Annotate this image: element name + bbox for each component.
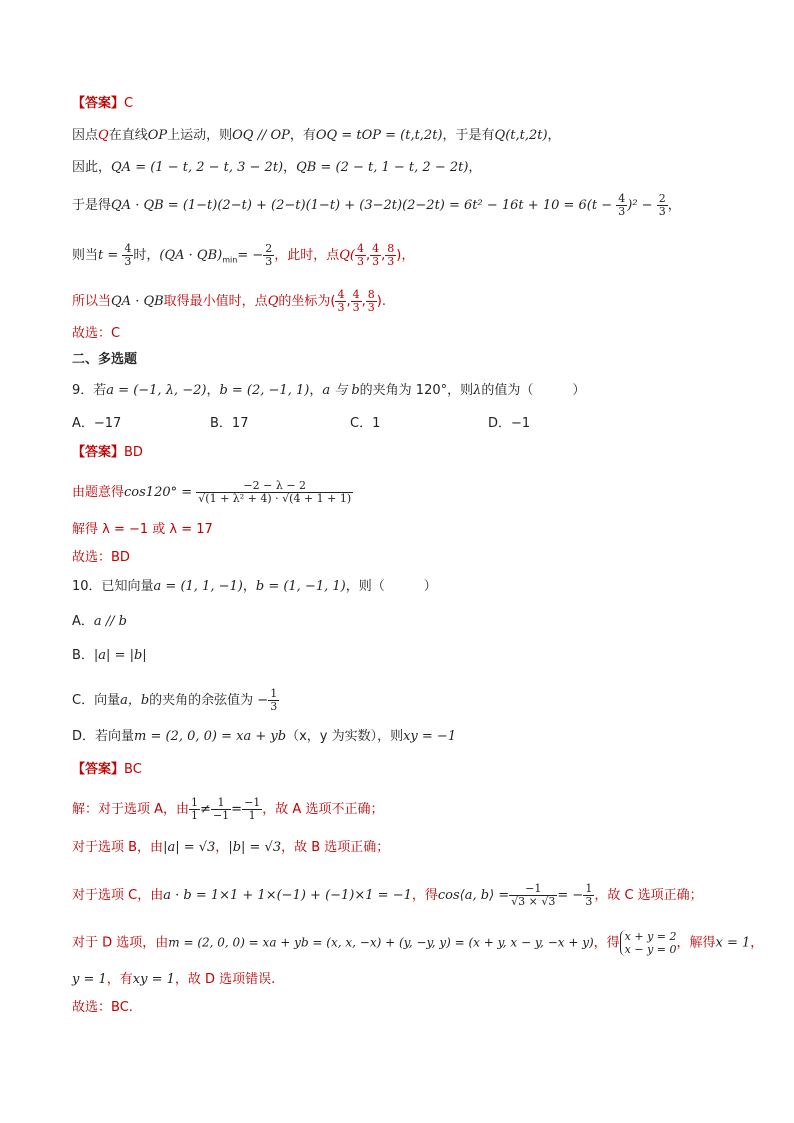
option-text: a // b [93, 614, 128, 629]
option-c[interactable]: C．1 [350, 416, 381, 431]
text: ，得 [411, 888, 438, 903]
text: 因点 [72, 128, 99, 143]
text: ，得 [593, 935, 620, 951]
q10-answer-line [72, 760, 142, 780]
question-number: 9．若 [72, 383, 107, 398]
text: ，有 [106, 972, 133, 987]
fraction: $\frac{-1}{√3 \times √3}$ [511, 882, 556, 908]
subscript: min [222, 255, 238, 265]
q8-solution-line-1 [72, 126, 561, 146]
text: ，则（ ） [345, 579, 437, 594]
expr: = − [237, 248, 264, 263]
text: 的坐标为 [278, 294, 331, 309]
q10-stem: 10．已知向量a = (1, 1, −1)，b = (1, −1, 1)，则（ ） [72, 579, 437, 594]
text: （x，y 为实数），则 [286, 729, 404, 744]
qa-expr: QA = (1 − t, 2 − t, 3 − 2t) [111, 160, 284, 175]
point-q: Q [98, 128, 109, 143]
text: ，有 [289, 128, 316, 143]
norm-a: |a| = √3 [163, 840, 216, 855]
q8-solution-line-2 [72, 158, 481, 178]
q10-solution-2: 对于选项 B，由|a| = √3，|b| = √3，故 B 选项正确； [72, 840, 390, 855]
q9-choose: 故选：BD [72, 550, 130, 565]
t-eq: t = [98, 248, 119, 263]
answer-value: BC [124, 762, 142, 777]
text: . [381, 294, 386, 309]
fraction: $\frac{4}{3}$ [352, 288, 360, 314]
dot-expr: (QA · QB) [159, 248, 223, 263]
q10-solution-1: 解：对于选项 A，由 $\frac{1}{1}$ ≠ $\frac{1}{-1}$ = $\frac{-1}{1}$ ，故 A 选项不正确； [72, 796, 384, 822]
dot-product-expr: QA · QB = (1−t)(2−t) + (2−t)(1−t) + (3−2t)(2−2t) = 6t² − 16t + 10 = 6(t − [111, 198, 613, 213]
q9-options [72, 414, 732, 434]
parallel-expr: OQ // OP [232, 128, 290, 143]
q10-solution-3: 对于选项 C，由a · b = 1×1 + 1×(−1) + (−1)×1 = −1，得cos⟨a, b⟩ = $\frac{-1}{√3 \times √3}$ = − $\frac{1}{3}$ ，故 C 选项正确； [72, 882, 703, 908]
q8-choose: 故选：C [72, 326, 121, 341]
q9-answer-line [72, 443, 143, 463]
option-d[interactable]: D．−1 [488, 416, 531, 431]
answer-label: 【答案】 [72, 445, 125, 460]
option-a[interactable]: A．−17 [72, 416, 122, 431]
fraction: $\frac{4}{3}$ [372, 242, 380, 268]
answer-label: 【答案】 [72, 762, 125, 777]
vector-b: b = (2, −1, 1) [219, 383, 310, 398]
q9-solution-1 [72, 480, 353, 505]
answer-value: BD [124, 445, 143, 460]
y-value: y = 1 [72, 972, 107, 987]
option-text: |a| = |b| [93, 648, 147, 663]
point-q: Q [267, 294, 279, 309]
text: 因此， [72, 160, 112, 175]
text: ，故 A 选项不正确； [262, 802, 384, 817]
q8-solution-line-5: 所以当QA · QB取得最小值时，点Q的坐标为( $\frac{4}{3}$ , $\frac{4}{3}$ , $\frac{8}{3}$ ). [72, 288, 386, 314]
dot-expr: QA · QB [111, 294, 164, 309]
lambda: λ [473, 383, 482, 398]
text: 解：对于选项 A，由 [72, 802, 190, 817]
answer-value: C [124, 96, 134, 111]
text: ， [283, 160, 297, 175]
text: ，故 D 选项错误. [174, 972, 276, 987]
fraction: $\frac{-1}{1}$ [244, 796, 261, 822]
option-expr: m = (2, 0, 0) = xa + yb [134, 729, 287, 744]
text: 时， [133, 248, 160, 263]
text: ，此时，点 [274, 248, 340, 263]
q8-solution-line-4: 则当t = $\frac{4}{3}$ 时，$(QA \cdot QB)_{min}=$ − $\frac{2}{3}$ ，此时，点Q( $\frac{4}{3}$ , $\frac{4}{3}$ , $\frac{8}{3}$ )， [72, 242, 415, 268]
text: 对于选项 B，由 [72, 840, 164, 855]
norm-b: |b| = √3 [228, 840, 282, 855]
xy-value: xy = 1 [132, 972, 175, 987]
fraction: $\frac{2}{3}$ [265, 242, 273, 268]
fraction: $\frac{1}{3}$ [270, 687, 278, 713]
q10-solution-5 [72, 970, 275, 990]
q10-choose: 故选：BC. [72, 1000, 133, 1015]
text: 的夹角为 120°，则 [359, 383, 474, 398]
q10-solution-4: 对于 D 选项，由m = (2, 0, 0) = xa + yb = (x, x, −x) + (y, −y, y) = (x + y, x − y, −x + y)，得 x + y = 2 x − y = 0 ，解得x = 1， [72, 930, 764, 956]
fraction: $\frac{4}{3}$ [124, 242, 132, 268]
fraction: $\frac{1}{3}$ [585, 882, 593, 908]
vector-a: a = (−1, λ, −2) [106, 383, 207, 398]
text: 则当 [72, 248, 99, 263]
fraction: $\frac{1}{-1}$ [212, 796, 230, 822]
text: ， [547, 128, 561, 143]
q10-option-b[interactable]: B．|a| = |b| [72, 648, 147, 663]
x-value: x = 1 [715, 935, 751, 951]
point-q: Q( [339, 248, 355, 263]
option-result: xy = −1 [403, 729, 457, 744]
text: 对于选项 C，由 [72, 888, 164, 903]
line-op: OP [147, 128, 168, 143]
oq-expr: OQ = tOP = (t,t,2t) [315, 128, 443, 143]
dot-expr: a · b = 1×1 + 1×(−1) + (−1)×1 = −1 [163, 888, 412, 903]
fraction: $\frac{8}{3}$ [367, 288, 375, 314]
text: 所以当 [72, 294, 112, 309]
text: 上运动，则 [167, 128, 233, 143]
text: 在直线 [108, 128, 148, 143]
m-expr: m = (2, 0, 0) = xa + yb = (x, x, −x) + (y, −y, y) = (x + y, x − y, −x + y) [168, 935, 594, 950]
section-heading: 二、多选题 [72, 352, 138, 367]
text: ，故 C 选项正确； [594, 888, 703, 903]
option-b[interactable]: B．17 [210, 416, 249, 431]
vector-b: b = (1, −1, 1) [255, 579, 346, 594]
text: ，解得 [676, 935, 716, 951]
text: ，故 B 选项正确； [281, 840, 390, 855]
text: 对于 D 选项，由 [72, 935, 169, 951]
expr: )² − [627, 198, 653, 213]
q10-option-c[interactable]: C．向量a，b的夹角的余弦值为 − $\frac{1}{3}$ [72, 687, 278, 713]
q9-solution-2: 解得 λ = −1 或 λ = 17 [72, 522, 213, 537]
q8-answer-line [72, 94, 133, 114]
text: 由题意得 [72, 485, 125, 500]
equation-system: x + y = 2 x − y = 0 [620, 930, 677, 956]
q10-option-d[interactable]: D．若向量m = (2, 0, 0) = xa + yb（x，y 为实数），则xy = −1 [72, 729, 457, 744]
fraction: $\frac{-2 - \lambda - 2}{\text{√(1 + λ² + 4) · √(4 + 1 + 1)}}$ [198, 479, 352, 505]
fraction: $\frac{8}{3}$ [387, 242, 395, 268]
q9-stem: 9．若a = (−1, λ, −2)，b = (2, −1, 1)，a 与 b的夹角为 120°，则λ的值为（ ） [72, 383, 586, 398]
answer-label: 【答案】 [72, 96, 125, 111]
vector-a: a = (1, 1, −1) [153, 579, 243, 594]
question-number: 10．已知向量 [72, 579, 154, 594]
fraction: $\frac{4}{3}$ [618, 192, 626, 218]
q-coords: Q(t,t,2t) [494, 128, 548, 143]
cos-expr: cos120° = [124, 485, 193, 500]
text: ， [667, 198, 681, 213]
qb-expr: QB = (2 − t, 1 − t, 2 − 2t) [296, 160, 469, 175]
text: )， [396, 248, 415, 263]
text: 于是得 [72, 198, 112, 213]
fraction: $\frac{4}{3}$ [357, 242, 364, 268]
text: 的夹角的余弦值为 − [149, 693, 269, 708]
q8-solution-line-3 [72, 193, 681, 218]
text: ， [468, 160, 482, 175]
fraction: $\frac{2}{3}$ [658, 192, 666, 218]
text: 取得最小值时，点 [163, 294, 268, 309]
q10-option-a[interactable]: A．a // b [72, 614, 128, 629]
vectors: a，b [120, 693, 150, 708]
vectors: a 与 b [322, 383, 360, 398]
fraction: $\frac{4}{3}$ [337, 288, 345, 314]
text: 的值为（ ） [481, 383, 586, 398]
fraction: $\frac{1}{1}$ [191, 796, 199, 822]
text: ，于是有 [442, 128, 495, 143]
cos-expr: cos⟨a, b⟩ = [437, 888, 510, 903]
